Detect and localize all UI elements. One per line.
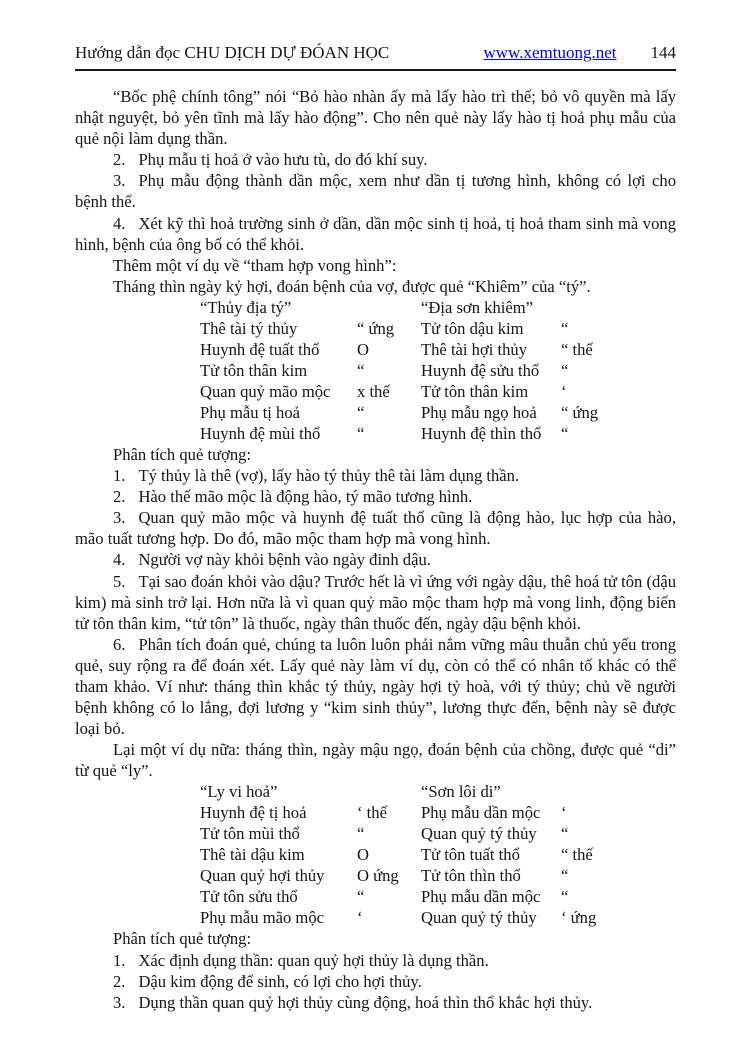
- list-item: [75, 950, 676, 971]
- table-cell-mark: O: [357, 339, 369, 359]
- table-cell-mark: ‘ ứng: [561, 908, 597, 928]
- list-item-number: 4.: [113, 550, 126, 570]
- list-item-number: 3.: [113, 508, 126, 528]
- table-cell-name: Phụ mẫu tị hoả: [200, 402, 301, 422]
- body-text: [75, 86, 676, 1013]
- table-cell-name: Huynh đệ tuất thổ: [200, 339, 320, 359]
- table-cell-name: Huynh đệ tị hoả: [200, 803, 307, 823]
- list-item: [75, 571, 676, 634]
- table-cell-name: Tử tôn tuất thổ: [421, 845, 520, 865]
- table-cell-mark: “: [357, 360, 365, 380]
- table-title-right: “Địa sơn khiêm”: [421, 297, 533, 317]
- table-cell-name: Quan quỷ mão mộc: [200, 381, 331, 401]
- table-cell-name: Tử tôn thân kim: [421, 381, 529, 401]
- paragraph-example-intro: Thêm một ví dụ về “tham hợp vong hình”:: [113, 255, 397, 275]
- list-item-number: 1.: [113, 466, 126, 486]
- page-content: [75, 42, 676, 1013]
- table-cell-empty: [561, 781, 676, 802]
- table-cell-mark: “ ứng: [561, 402, 599, 422]
- hexagram-table-2: [200, 781, 676, 928]
- table-cell-mark: “: [561, 824, 569, 844]
- list-item: [75, 634, 676, 739]
- table-cell-mark: ‘: [561, 381, 567, 401]
- table-cell-name: Phụ mẫu dần mộc: [421, 887, 541, 907]
- hexagram-table-1: [200, 297, 676, 444]
- list-item: [75, 507, 676, 549]
- table-cell-mark: “: [357, 824, 365, 844]
- list-item-text: Tại sao đoán khỏi vào dậu? Trước hết là vì ứng với ngày dậu, thê hoá tử tôn (dậu kim) mà sinh trở lại. Hơn nữa là vì quan quỷ mão mộc tham hợp mà vong linh, động biến tử tôn thân kim, “tử tôn” là thuốc, ngày thân thuốc đến, ngày dậu bệnh khỏi.: [75, 571, 676, 633]
- list-item-number: 3.: [113, 171, 126, 191]
- list-item: [75, 465, 676, 486]
- list-item-text: Dụng thần quan quỷ hợi thủy cùng động, hoá thìn thổ khắc hợi thủy.: [138, 992, 593, 1012]
- list-item: [75, 971, 676, 992]
- table-cell-name: Tử tôn thân kim: [200, 360, 308, 380]
- paragraph-second-example: Lại một ví dụ nữa: tháng thìn, ngày mậu ngọ, đoán bệnh của chồng, được quẻ “di” từ quẻ “ly”.: [75, 740, 676, 781]
- list-item: [75, 992, 676, 1013]
- list-item-text: Phụ mẫu động thành dần mộc, xem như dần tị tương hình, không có lợi cho bệnh thể.: [75, 171, 676, 212]
- table-cell-name: Quan quỷ tý thủy: [421, 908, 537, 928]
- list-item-number: 6.: [113, 634, 126, 654]
- table-cell-name: Huynh đệ sửu thổ: [421, 360, 540, 380]
- table-cell-name: Phụ mẫu dần mộc: [421, 803, 541, 823]
- paragraph-example-date: Tháng thìn ngày kỷ hợi, đoán bệnh của vợ, được quẻ “Khiêm” của “tý”.: [113, 276, 591, 296]
- header-link[interactable]: www.xemtuong.net: [483, 43, 617, 62]
- table-cell-name: Thê tài hợi thủy: [421, 339, 528, 359]
- list-item: [75, 549, 676, 570]
- header-divider: [75, 69, 676, 71]
- paragraph-intro: “Bốc phệ chính tông” nói “Bỏ hào nhàn ấy mà lấy hào trì thế; bỏ vô quyền mà lấy nhật nguyệt, bỏ yên tĩnh mà lấy hào động”. Cho nên quẻ này lấy hào tị hoả phụ mẫu của quẻ nội làm dụng thần.: [75, 87, 676, 149]
- table-cell-mark: ‘: [561, 803, 567, 823]
- table-cell-mark: “: [357, 423, 365, 443]
- list-item-number: 2.: [113, 150, 126, 170]
- table-cell-mark: “: [561, 866, 569, 886]
- list-item-text: Tý thủy là thê (vợ), lấy hào tý thủy thê tài làm dụng thần.: [138, 466, 520, 486]
- table-cell-mark: “: [357, 887, 365, 907]
- table-cell-mark: ‘: [357, 908, 363, 928]
- list-item: [75, 170, 676, 212]
- table-cell-empty: [357, 297, 421, 318]
- table-title-right: “Sơn lôi di”: [421, 782, 501, 802]
- table-cell-mark: “: [561, 887, 569, 907]
- table-cell-name: Quan quỷ hợi thủy: [200, 866, 325, 886]
- table-cell-name: Tử tôn mùi thổ: [200, 824, 300, 844]
- table-cell-name: Thê tài dậu kim: [200, 845, 305, 865]
- header-page-number: 144: [650, 43, 676, 62]
- list-item: [75, 213, 676, 255]
- table-title-left: “Ly vi hoả”: [200, 782, 278, 802]
- table-cell-name: Thê tài tý thủy: [200, 318, 298, 338]
- table-cell-name: Huynh đệ mùi thổ: [200, 423, 321, 443]
- table-cell-mark: x thế: [357, 381, 390, 401]
- table-cell-mark: “: [561, 423, 569, 443]
- analysis-heading: Phân tích quẻ tượng:: [113, 929, 252, 949]
- table-cell-name: Quan quỷ tý thủy: [421, 824, 537, 844]
- table-cell-mark: O ứng: [357, 866, 399, 886]
- table-cell-empty: [357, 781, 421, 802]
- list-item: [75, 486, 676, 507]
- table-cell-mark: ‘ thế: [357, 803, 387, 823]
- list-item-number: 3.: [113, 992, 126, 1012]
- list-item-text: Xét kỹ thì hoả trường sinh ở dần, dần mộc sinh tị hoả, tị hoả tham sinh mà vong hình, bệnh của ông bố có thể khỏi.: [75, 213, 676, 254]
- table-cell-name: Tử tôn thìn thổ: [421, 866, 521, 886]
- list-item-text: Hào thế mão mộc là động hào, tý mão tương hình.: [138, 487, 473, 507]
- table-cell-mark: “: [357, 402, 365, 422]
- list-item-text: Quan quỷ mão mộc và huynh đệ tuất thổ cũng là động hào, lục hợp của hào, mão tuất tương hợp. Do đó, mão mộc tham hợp mà vong hình.: [75, 508, 676, 549]
- table-cell-name: Tử tôn sửu thổ: [200, 887, 298, 907]
- table-cell-mark: O: [357, 845, 369, 865]
- list-item-text: Phụ mẫu tị hoả ở vào hưu tù, do đó khí suy.: [138, 150, 428, 170]
- list-item-text: Phân tích đoán quẻ, chúng ta luôn luôn phải nắm vững mâu thuẫn chủ yếu trong quẻ, suy rộng ra để đoán xét. Lấy quẻ này làm ví dụ, còn có thể có nhân tố khác có thể tham khảo. Ví như: tháng thìn khắc tý thủy, ngày hợi tỷ hoà, với tý thủy; chủ về người bệnh không có lo lắng, đợi lương y “kim sinh thủy”, lương thực đến, bệnh này sẽ được loại bỏ.: [75, 634, 676, 739]
- table-cell-mark: “: [561, 318, 569, 338]
- list-item-number: 1.: [113, 950, 126, 970]
- header-title: Hướng dẫn đọc CHU DỊCH DỰ ĐÓAN HỌC: [75, 43, 390, 62]
- list-item-number: 2.: [113, 971, 126, 991]
- list-item-text: Xác định dụng thần: quan quỷ hợi thủy là dụng thần.: [138, 950, 489, 970]
- table-cell-name: Huynh đệ thìn thổ: [421, 423, 542, 443]
- table-cell-name: Tử tôn dậu kim: [421, 318, 524, 338]
- list-item-number: 2.: [113, 487, 126, 507]
- table-cell-mark: “: [561, 360, 569, 380]
- table-cell-mark: “ thế: [561, 845, 593, 865]
- list-item-text: Dậu kim động để sinh, có lợi cho hợi thủy.: [138, 971, 422, 991]
- table-cell-name: Phụ mẫu ngọ hoả: [421, 402, 537, 422]
- analysis-heading: Phân tích quẻ tượng:: [113, 444, 252, 464]
- table-cell-mark: “ ứng: [357, 318, 395, 338]
- table-title-left: “Thủy địa tý”: [200, 297, 292, 317]
- list-item-number: 4.: [113, 213, 126, 233]
- table-cell-mark: “ thế: [561, 339, 593, 359]
- page-header: [75, 42, 676, 64]
- list-item-number: 5.: [113, 571, 126, 591]
- table-cell-name: Phụ mẫu mão mộc: [200, 908, 324, 928]
- table-cell-empty: [561, 297, 676, 318]
- list-item-text: Người vợ này khỏi bệnh vào ngày đinh dậu.: [138, 550, 431, 570]
- list-item: [75, 149, 676, 170]
